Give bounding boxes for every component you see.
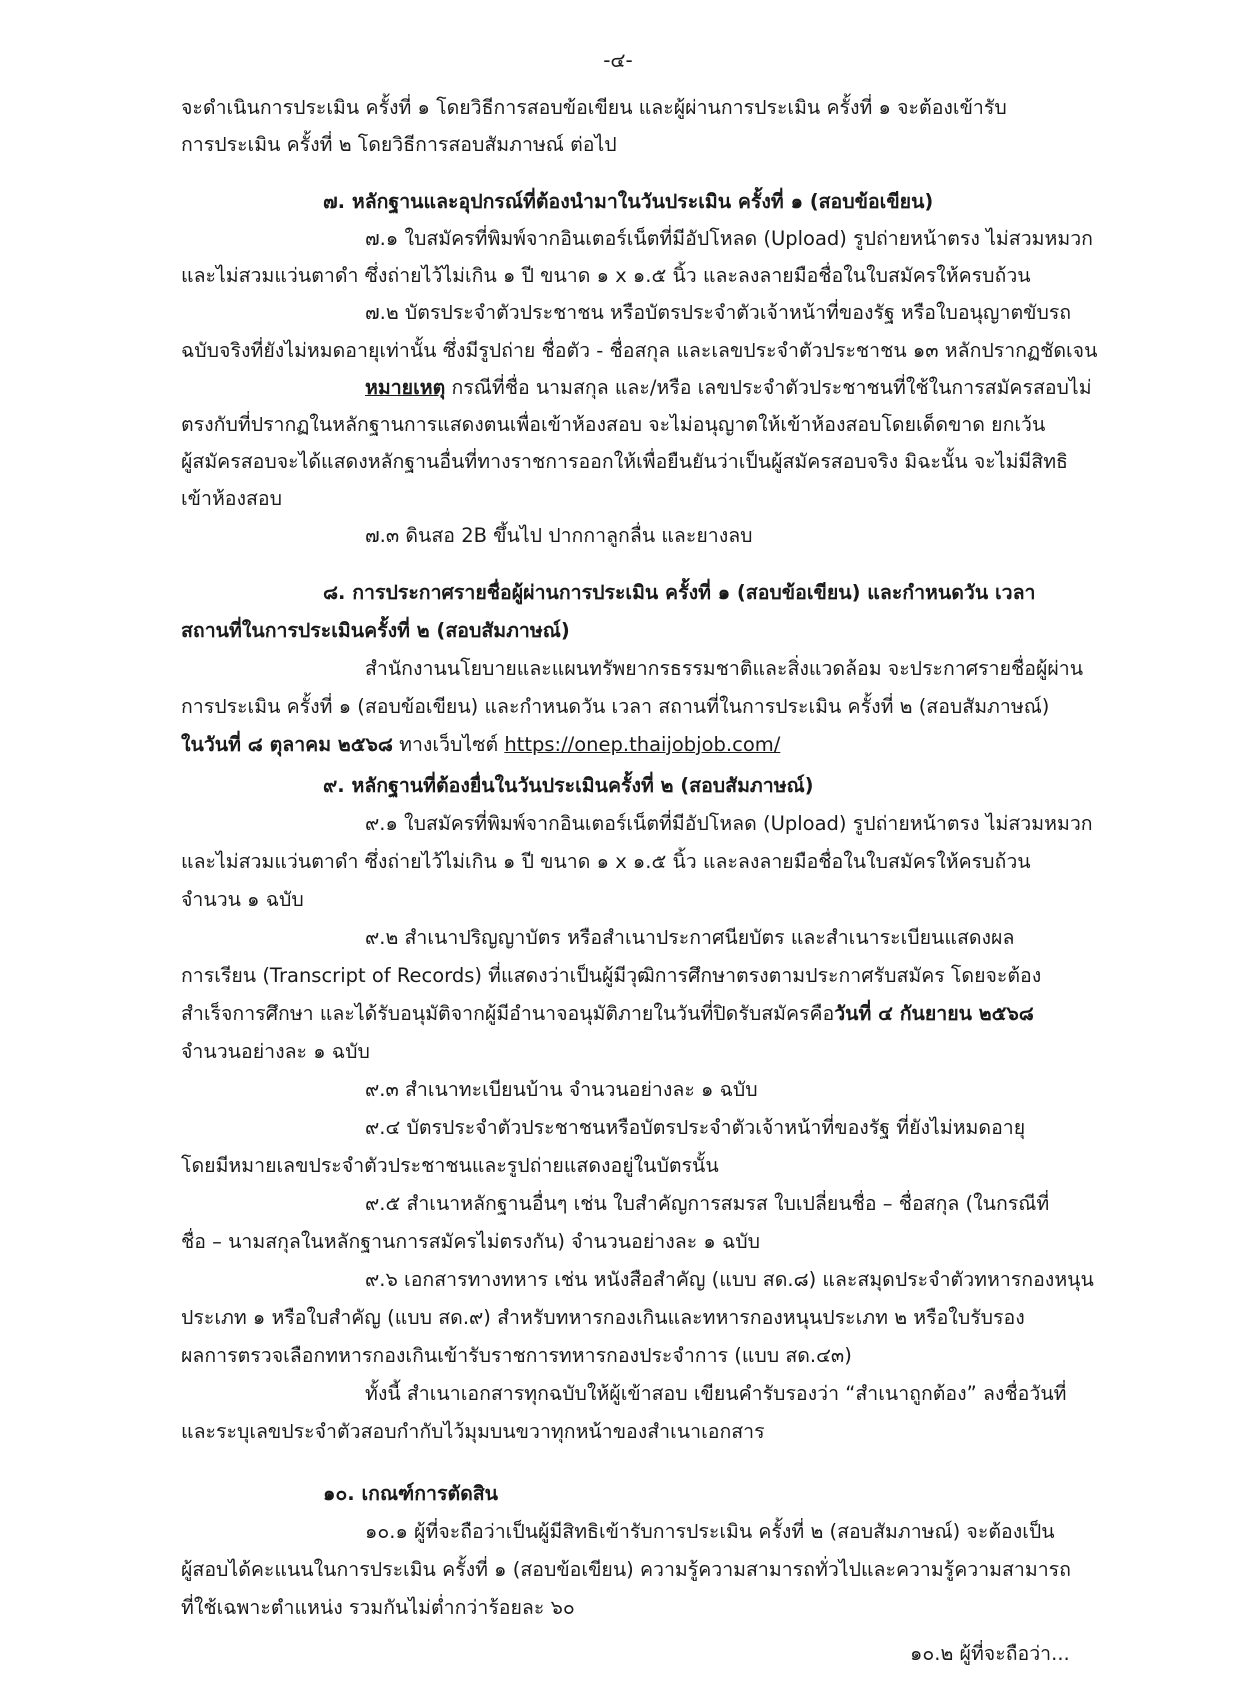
paragraph-line: โดยมีหมายเลขประจำตัวประชาชนและรูปถ่ายแสดงอยู่ในบัตรนั้น [181, 1154, 719, 1177]
paragraph-line: และไม่สวมแว่นตาดำ ซึ่งถ่ายไว้ไม่เกิน ๑ ปี ขนาด ๑ x ๑.๕ นิ้ว และลงลายมือชื่อในใบสมัครให้ครบถ้วน [181, 264, 1031, 287]
paragraph-line: ฉบับจริงที่ยังไม่หมดอายุเท่านั้น ซึ่งมีรูปถ่าย ชื่อตัว - ชื่อสกุล และเลขประจำตัวประชาชน ๑๓ หลักปรากฏชัดเจน [181, 339, 1098, 362]
paragraph-line: ๑๐.๑ ผู้ที่จะถือว่าเป็นผู้มีสิทธิเข้ารับการประเมิน ครั้งที่ ๒ (สอบสัมภาษณ์) จะต้องเป็น [365, 1520, 1055, 1543]
paragraph-line: ๙.๓ สำเนาทะเบียนบ้าน จำนวนอย่างละ ๑ ฉบับ [365, 1078, 758, 1101]
section-9-heading: ๙. หลักฐานที่ต้องยื่นในวันประเมินครั้งที่ ๒ (สอบสัมภาษณ์) [323, 774, 814, 797]
paragraph-line: และไม่สวมแว่นตาดำ ซึ่งถ่ายไว้ไม่เกิน ๑ ปี ขนาด ๑ x ๑.๕ นิ้ว และลงลายมือชื่อในใบสมัครให้ครบถ้วน [181, 850, 1031, 873]
paragraph-line: และระบุเลขประจำตัวสอบกำกับไว้มุมบนขวาทุกหน้าของสำเนาเอกสาร [181, 1420, 765, 1443]
paragraph-line: ๙.๑ ใบสมัครที่พิมพ์จากอินเตอร์เน็ตที่มีอัปโหลด (Upload) รูปถ่ายหน้าตรง ไม่สวมหมวก [365, 812, 1093, 835]
note-line [365, 374, 1092, 402]
continuation-text: ๑๐.๒ ผู้ที่จะถือว่า... [910, 1642, 1070, 1665]
section-8-heading: สถานที่ในการประเมินครั้งที่ ๒ (สอบสัมภาษณ์) [181, 619, 570, 642]
paragraph-line: สำนักงานนโยบายและแผนทรัพยากรธรรมชาติและสิ่งแวดล้อม จะประกาศรายชื่อผู้ผ่าน [365, 657, 1084, 680]
paragraph-line: ๗.๒ บัตรประจำตัวประชาชน หรือบัตรประจำตัวเจ้าหน้าที่ของรัฐ หรือใบอนุญาตขับรถ [365, 301, 1072, 324]
paragraph-line: การประเมิน ครั้งที่ ๑ (สอบข้อเขียน) และกำหนดวัน เวลา สถานที่ในการประเมิน ครั้งที่ ๒ (สอบสัมภาษณ์) [181, 695, 1050, 718]
paragraph-line: ๙.๕ สำเนาหลักฐานอื่นๆ เช่น ใบสำคัญการสมรส ใบเปลี่ยนชื่อ – ชื่อสกุล (ในกรณีที่ [365, 1192, 1050, 1215]
note-text: กรณีที่ชื่อ นามสกุล และ/หรือ เลขประจำตัวประชาชนที่ใช้ในการสมัครสอบไม่ [445, 376, 1092, 399]
section-7-heading: ๗. หลักฐานและอุปกรณ์ที่ต้องนำมาในวันประเมิน ครั้งที่ ๑ (สอบข้อเขียน) [323, 190, 934, 213]
paragraph-line: ชื่อ – นามสกุลในหลักฐานการสมัครไม่ตรงกัน) จำนวนอย่างละ ๑ ฉบับ [181, 1230, 760, 1253]
paragraph-line [181, 1000, 1034, 1028]
paragraph-text: ทางเว็บไซต์ [392, 733, 505, 756]
section-8-heading: ๘. การประกาศรายชื่อผู้ผ่านการประเมิน ครั้งที่ ๑ (สอบข้อเขียน) และกำหนดวัน เวลา [323, 581, 1036, 604]
paragraph-line: ๙.๔ บัตรประจำตัวประชาชนหรือบัตรประจำตัวเจ้าหน้าที่ของรัฐ ที่ยังไม่หมดอายุ [365, 1116, 1026, 1139]
paragraph-line: ๗.๑ ใบสมัครที่พิมพ์จากอินเตอร์เน็ตที่มีอัปโหลด (Upload) รูปถ่ายหน้าตรง ไม่สวมหมวก [365, 227, 1093, 250]
paragraph-line: การเรียน (Transcript of Records) ที่แสดงว่าเป็นผู้มีวุฒิการศึกษาตรงตามประกาศรับสมัคร โดยจะต้อง [181, 964, 1042, 987]
intro-line: การประเมิน ครั้งที่ ๒ โดยวิธีการสอบสัมภาษณ์ ต่อไป [181, 133, 617, 156]
paragraph-line: ที่ใช้เฉพาะตำแหน่ง รวมกันไม่ต่ำกว่าร้อยละ ๖๐ [181, 1596, 575, 1619]
paragraph-line: ประเภท ๑ หรือใบสำคัญ (แบบ สด.๙) สำหรับทหารกองเกินและทหารกองหนุนประเภท ๒ หรือใบรับรอง [181, 1306, 1025, 1329]
note-line: เข้าห้องสอบ [181, 487, 283, 510]
section-10-heading: ๑๐. เกณฑ์การตัดสิน [323, 1482, 499, 1505]
intro-line: จะดำเนินการประเมิน ครั้งที่ ๑ โดยวิธีการสอบข้อเขียน และผู้ผ่านการประเมิน ครั้งที่ ๑ จะต้องเข้ารับ [181, 96, 1007, 119]
paragraph-line: ทั้งนี้ สำเนาเอกสารทุกฉบับให้ผู้เข้าสอบ เขียนคำรับรองว่า “สำเนาถูกต้อง” ลงชื่อวันที่ [365, 1382, 1067, 1405]
deadline-date: วันที่ ๔ กันยายน ๒๕๖๘ [834, 1002, 1034, 1025]
paragraph-text: สำเร็จการศึกษา และได้รับอนุมัติจากผู้มีอำนาจอนุมัติภายในวันที่ปิดรับสมัครคือ [181, 1002, 835, 1025]
note-line: ตรงกับที่ปรากฏในหลักฐานการแสดงตนเพื่อเข้าห้องสอบ จะไม่อนุญาตให้เข้าห้องสอบโดยเด็ดขาด ยกเว้น [181, 413, 1046, 436]
website-link[interactable]: https://onep.thaijobjob.com/ [504, 733, 781, 756]
announce-date: ในวันที่ ๘ ตุลาคม ๒๕๖๘ [181, 733, 393, 756]
note-label: หมายเหตุ [365, 376, 446, 399]
note-line: ผู้สมัครสอบจะได้แสดงหลักฐานอื่นที่ทางราชการออกให้เพื่อยืนยันว่าเป็นผู้สมัครสอบจริง มิฉะนั้น จะไม่มีสิทธิ [181, 450, 1068, 473]
paragraph-line: ๙.๖ เอกสารทางทหาร เช่น หนังสือสำคัญ (แบบ สด.๘) และสมุดประจำตัวทหารกองหนุน [365, 1268, 1094, 1291]
paragraph-line: ๙.๒ สำเนาปริญญาบัตร หรือสำเนาประกาศนียบัตร และสำเนาระเบียนแสดงผล [365, 926, 1015, 949]
paragraph-line: จำนวน ๑ ฉบับ [181, 888, 304, 911]
paragraph-line: ผลการตรวจเลือกทหารกองเกินเข้ารับราชการทหารกองประจำการ (แบบ สด.๔๓) [181, 1344, 852, 1367]
page-number: -๔- [603, 48, 633, 72]
paragraph-line [181, 731, 780, 759]
paragraph-line: ๗.๓ ดินสอ 2B ขึ้นไป ปากกาลูกลื่น และยางลบ [365, 524, 753, 547]
paragraph-line: จำนวนอย่างละ ๑ ฉบับ [181, 1040, 370, 1063]
paragraph-line: ผู้สอบได้คะแนนในการประเมิน ครั้งที่ ๑ (สอบข้อเขียน) ความรู้ความสามารถทั่วไปและความรู้ความสามารถ [181, 1558, 1071, 1581]
